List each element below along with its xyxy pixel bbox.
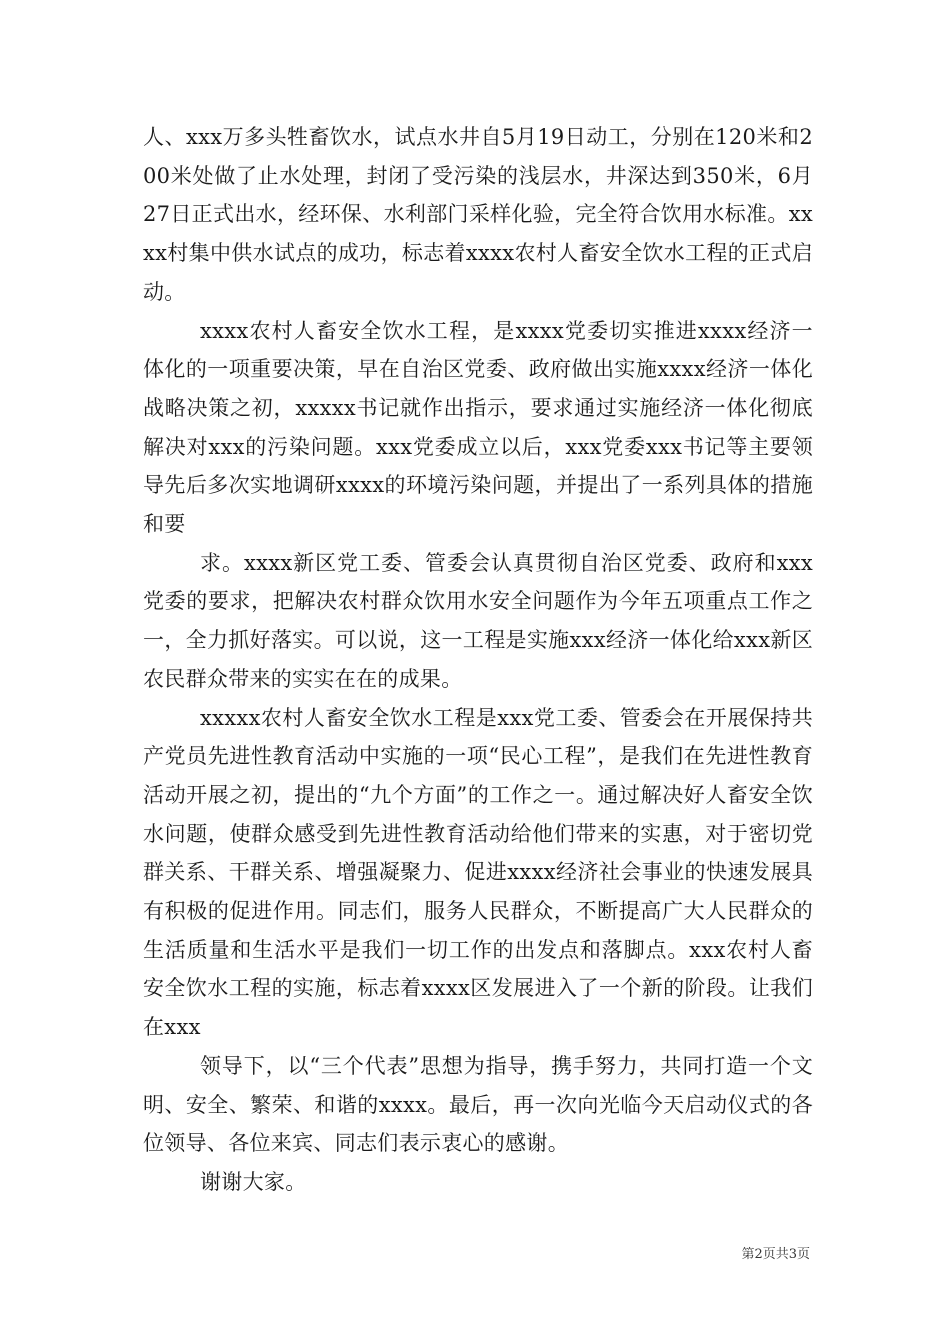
- paragraph-2: xxxx农村人畜安全饮水工程，是xxxx党委切实推进xxxx经济一体化的一项重要决策，早在自治区党委、政府做出实施xxxx经济一体化战略决策之初，xxxxx书记就作出指示，要求通过实施经济一体化彻底解决对xxx的污染问题。xxx党委成立以后，xxx党委xxx书记等主要领导先后多次实地调研xxxx的环境污染问题，并提出了一系列具体的措施和要: [143, 318, 813, 537]
- document-body: [143, 118, 813, 1202]
- paragraph-4: xxxxx农村人畜安全饮水工程是xxx党工委、管委会在开展保持共产党员先进性教育活动中实施的一项“民心工程”，是我们在先进性教育活动开展之初，提出的“九个方面”的工作之一。通过解决好人畜安全饮水问题，使群众感受到先进性教育活动给他们带来的实惠，对于密切党群关系、干群关系、增强凝聚力、促进xxxx经济社会事业的快速发展具有积极的促进作用。同志们，服务人民群众，不断提高广大人民群众的生活质量和生活水平是我们一切工作的出发点和落脚点。xxx农村人畜安全饮水工程的实施，标志着xxxx区发展进入了一个新的阶段。让我们在xxx: [143, 705, 813, 1040]
- page-number: 第2页共3页: [741, 1247, 810, 1262]
- paragraph-6: 谢谢大家。: [200, 1169, 307, 1194]
- paragraph-5: 领导下，以“三个代表”思想为指导，携手努力，共同打造一个文明、安全、繁荣、和谐的xxxx。最后，再一次向光临今天启动仪式的各位领导、各位来宾、同志们表示衷心的感谢。: [143, 1053, 813, 1156]
- paragraph-1: 人、xxx万多头牲畜饮水，试点水井自5月19日动工，分别在120米和200米处做了止水处理，封闭了受污染的浅层水，井深达到350米，6月27日正式出水，经环保、水利部门采样化验，完全符合饮用水标准。xxxx村集中供水试点的成功，标志着xxxx农村人畜安全饮水工程的正式启动。: [143, 125, 813, 304]
- paragraph-3: 求。xxxx新区党工委、管委会认真贯彻自治区党委、政府和xxx党委的要求，把解决农村群众饮用水安全问题作为今年五项重点工作之一，全力抓好落实。可以说，这一工程是实施xxx经济一体化给xxx新区农民群众带来的实实在在的成果。: [143, 550, 813, 691]
